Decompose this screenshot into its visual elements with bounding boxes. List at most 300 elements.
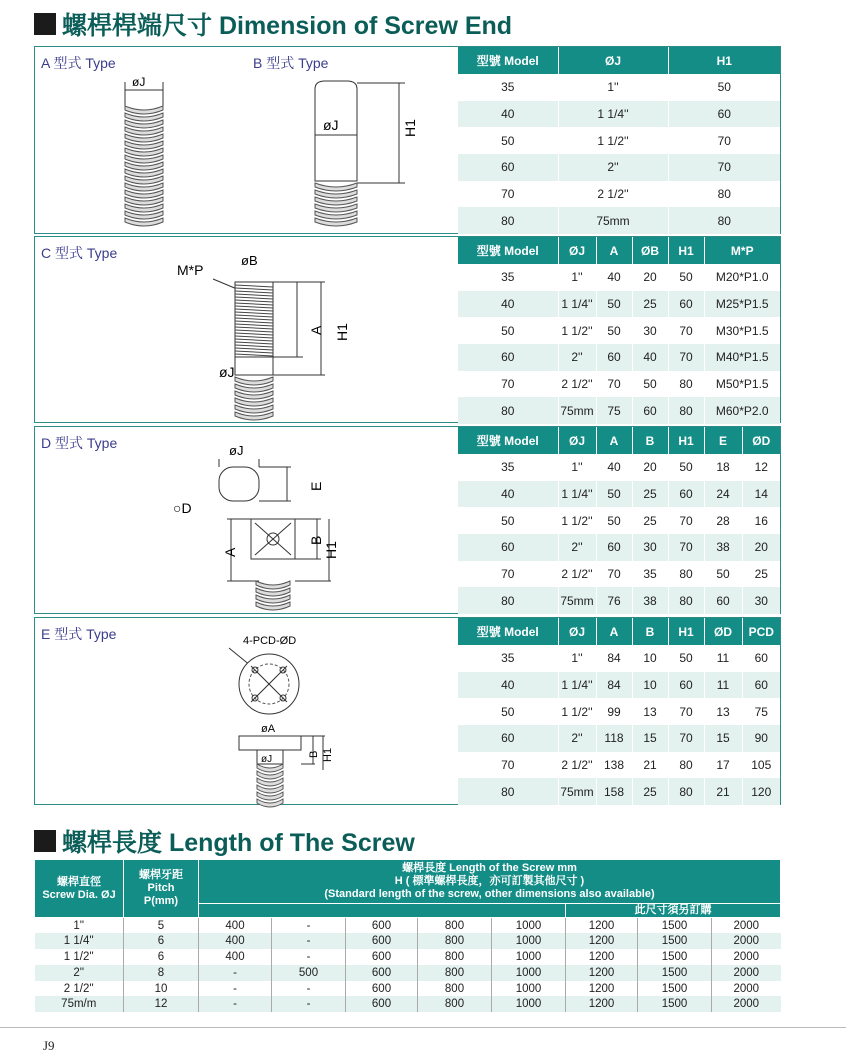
table-cell: 138	[596, 752, 632, 779]
table-cell: 1 1/2''	[558, 507, 596, 534]
type-a-drawing	[115, 72, 195, 232]
table-cell: 2''	[558, 154, 668, 181]
table-cell: 1500	[638, 981, 712, 997]
table-cell: 35	[458, 454, 558, 481]
table-cell: 60	[596, 534, 632, 561]
table-cell: 8	[124, 965, 199, 981]
table-cell: 80	[668, 371, 704, 398]
table-cell: 2''	[35, 965, 124, 981]
table-cell: 50	[458, 127, 558, 154]
table-cell: 105	[742, 752, 780, 779]
table-cell: 75m/m	[35, 996, 124, 1012]
table-cell: 80	[458, 778, 558, 805]
table-cell: 60	[668, 101, 780, 128]
table-row	[458, 778, 780, 805]
table-row	[35, 918, 781, 934]
table-cell: M50*P1.5	[704, 371, 780, 398]
table-row	[458, 291, 780, 318]
table-cell: 118	[596, 725, 632, 752]
type-c-drawing	[175, 249, 350, 419]
table-row	[458, 561, 780, 588]
table-cell: 40	[458, 672, 558, 699]
table-cell: 40	[458, 481, 558, 508]
table-cell: 800	[418, 949, 492, 965]
table-cell: 1000	[492, 965, 566, 981]
table-cell: 15	[704, 725, 742, 752]
thread-turn	[235, 377, 273, 385]
table-cell: 1 1/2''	[558, 127, 668, 154]
type-b-label: B 型式 Type	[253, 55, 329, 71]
table-cell: 17	[704, 752, 742, 779]
table-cell: 11	[704, 645, 742, 672]
table-cell: 1500	[638, 996, 712, 1012]
table-cell: 600	[346, 949, 418, 965]
table-cell: 80	[668, 181, 780, 208]
thread-turn	[125, 106, 163, 114]
table-cell: 60	[704, 587, 742, 614]
table-cell: -	[199, 981, 272, 997]
table-cell: -	[272, 996, 346, 1012]
table-cell: 2000	[712, 933, 781, 949]
table-cell: 38	[704, 534, 742, 561]
type-e-dim-a: øA	[261, 723, 276, 735]
table-cell: -	[272, 981, 346, 997]
table-cell: 1500	[638, 918, 712, 934]
table-header: PCD	[742, 618, 780, 645]
type-c-dim-mp: M*P	[177, 262, 204, 278]
table-cell: 50	[596, 291, 632, 318]
table-cell: M40*P1.5	[704, 344, 780, 371]
type-e-label: E 型式 Type	[41, 626, 117, 642]
panel-ab	[34, 46, 781, 234]
table-cell: 80	[668, 587, 704, 614]
ab-col-h1: H1	[668, 47, 780, 74]
type-c-dim-b: øB	[241, 253, 258, 268]
table-row	[458, 371, 780, 398]
table-cell: 35	[632, 561, 668, 588]
table-cell: 2000	[733, 950, 760, 963]
table-row	[458, 207, 780, 234]
table-row	[458, 698, 780, 725]
table-cell: 80	[458, 587, 558, 614]
table-row	[458, 481, 780, 508]
ab-col-model: 型號 Model	[458, 47, 558, 74]
table-row	[458, 317, 780, 344]
table-cell: 24	[704, 481, 742, 508]
ab-col-j: ØJ	[558, 47, 668, 74]
table-cell: 1''	[35, 918, 124, 934]
table-cell: 84	[596, 645, 632, 672]
length-table	[34, 859, 781, 1012]
table-cell: 2 1/2''	[558, 561, 596, 588]
table-cell: 70	[668, 725, 704, 752]
type-e-dim-pcd: 4-PCD-ØD	[243, 635, 297, 647]
table-cell: -	[199, 965, 272, 981]
table-row	[458, 725, 780, 752]
table-cell: 60	[458, 154, 558, 181]
table-cell: 35	[458, 264, 558, 291]
table-cell: 80	[458, 207, 558, 234]
type-d-dim-a: A	[222, 547, 238, 557]
table-cell: 13	[632, 698, 668, 725]
table-row	[458, 507, 780, 534]
heading-square-icon	[34, 13, 56, 35]
table-cell: 1200	[566, 981, 638, 997]
table-row	[458, 587, 780, 614]
type-d-dim-d: ○D	[173, 500, 192, 516]
table-cell: 70	[668, 154, 780, 181]
c-spec-table	[458, 237, 780, 424]
table-cell: 2000	[712, 965, 781, 981]
type-b-dim-h1: H1	[402, 119, 418, 137]
table-cell: 1 1/4''	[35, 933, 124, 949]
table-cell: 1200	[566, 965, 638, 981]
table-cell: M20*P1.0	[704, 264, 780, 291]
table-cell: 2000	[712, 996, 781, 1012]
table-cell: 30	[632, 317, 668, 344]
table-cell: 50	[458, 507, 558, 534]
table-header: B	[632, 427, 668, 454]
len-col-blank	[199, 904, 566, 918]
table-row	[458, 74, 780, 101]
table-cell: 1 1/4''	[558, 481, 596, 508]
footer-divider	[0, 1027, 846, 1028]
table-cell: 11	[704, 672, 742, 699]
table-row	[458, 101, 780, 128]
table-cell: 70	[668, 698, 704, 725]
type-d-dim-e: E	[308, 481, 324, 491]
table-cell: 80	[668, 752, 704, 779]
table-cell: 60	[742, 672, 780, 699]
table-cell: 99	[596, 698, 632, 725]
table-row	[35, 949, 781, 965]
type-c-dim-a: A	[308, 325, 324, 335]
table-row	[458, 154, 780, 181]
table-cell: 2000	[733, 919, 760, 932]
table-cell: 1200	[566, 933, 638, 949]
table-cell: 20	[632, 454, 668, 481]
table-row	[35, 933, 781, 949]
table-cell: 10	[632, 672, 668, 699]
table-cell: 35	[458, 645, 558, 672]
table-cell: 40	[458, 291, 558, 318]
table-header: ØJ	[558, 237, 596, 264]
heading-square-icon	[34, 830, 56, 852]
type-d-label: D 型式 Type	[41, 435, 118, 451]
table-cell: 80	[668, 207, 780, 234]
table-cell: 75mm	[558, 207, 668, 234]
type-a-dim-j: øJ	[132, 75, 146, 89]
table-cell: 10	[124, 981, 199, 997]
table-cell: 60	[668, 481, 704, 508]
table-cell: 1500	[638, 965, 712, 981]
len-col-pitch: 螺桿牙距 Pitch P(mm)	[124, 860, 199, 918]
table-cell: 28	[704, 507, 742, 534]
table-cell: 80	[458, 397, 558, 424]
table-cell: 1 1/2''	[558, 317, 596, 344]
table-cell: 70	[458, 561, 558, 588]
table-cell: 75mm	[558, 587, 596, 614]
table-cell: 70	[668, 317, 704, 344]
table-cell: 35	[458, 74, 558, 101]
table-cell: 60	[668, 291, 704, 318]
table-cell: 70	[596, 371, 632, 398]
table-cell: 50	[596, 317, 632, 344]
table-header: ØD	[704, 618, 742, 645]
table-row	[458, 672, 780, 699]
table-cell: 60	[668, 672, 704, 699]
table-cell: 25	[632, 507, 668, 534]
table-cell: 50	[704, 561, 742, 588]
table-cell: 1000	[492, 918, 566, 934]
table-cell: -	[199, 996, 272, 1012]
table-cell: 2''	[558, 725, 596, 752]
table-cell: 1200	[566, 918, 638, 934]
table-row	[458, 752, 780, 779]
table-row	[458, 534, 780, 561]
table-cell: 800	[418, 996, 492, 1012]
thread-turn	[256, 581, 290, 589]
table-header: ØJ	[558, 427, 596, 454]
table-cell: 10	[632, 645, 668, 672]
table-cell: 21	[632, 752, 668, 779]
table-header: 型號 Model	[458, 237, 558, 264]
table-cell: 50	[668, 264, 704, 291]
table-cell: 75	[742, 698, 780, 725]
table-cell: 1200	[566, 996, 638, 1012]
table-cell: 60	[458, 725, 558, 752]
table-row	[458, 454, 780, 481]
table-cell: 30	[742, 587, 780, 614]
len-col-note: 此尺寸須另訂購	[566, 904, 781, 918]
table-cell: 600	[346, 981, 418, 997]
table-cell: 1500	[638, 933, 712, 949]
table-cell: 21	[704, 778, 742, 805]
table-cell: 1 1/2''	[558, 698, 596, 725]
table-header: H1	[668, 427, 704, 454]
table-row	[458, 344, 780, 371]
e-spec-table	[458, 618, 780, 805]
type-c-dim-h1: H1	[334, 323, 350, 341]
table-cell: 76	[596, 587, 632, 614]
type-e-dim-j: øJ	[261, 754, 273, 765]
table-row	[458, 181, 780, 208]
table-cell: 800	[418, 933, 492, 949]
type-e-drawing	[195, 630, 335, 802]
table-row	[458, 397, 780, 424]
table-cell: 40	[596, 454, 632, 481]
table-cell: 50	[596, 481, 632, 508]
table-cell: 60	[458, 534, 558, 561]
table-header: ØB	[632, 237, 668, 264]
table-cell: 80	[668, 778, 704, 805]
table-cell: 70	[668, 507, 704, 534]
table-header: ØD	[742, 427, 780, 454]
table-cell: 1''	[558, 264, 596, 291]
table-cell: 30	[632, 534, 668, 561]
thread-turn	[257, 764, 283, 772]
table-cell: 400	[199, 933, 272, 949]
table-cell: 120	[742, 778, 780, 805]
table-cell: 2 1/2''	[558, 371, 596, 398]
table-cell: 40	[632, 344, 668, 371]
table-cell: 25	[632, 481, 668, 508]
table-row	[35, 996, 781, 1012]
table-cell: 2 1/2''	[35, 981, 124, 997]
table-cell: 90	[742, 725, 780, 752]
table-cell: 1 1/4''	[558, 291, 596, 318]
table-cell: 2''	[558, 344, 596, 371]
table-cell: 12	[742, 454, 780, 481]
table-cell: 20	[632, 264, 668, 291]
type-d-dim-h1: H1	[323, 541, 339, 559]
table-cell: 1000	[492, 933, 566, 949]
table-cell: 2000	[733, 982, 760, 995]
page-number: J9	[43, 1038, 55, 1053]
table-cell: M30*P1.5	[704, 317, 780, 344]
table-cell: 600	[346, 918, 418, 934]
table-cell: 1500	[638, 949, 712, 965]
table-cell: 2 1/2''	[558, 752, 596, 779]
table-cell: 25	[632, 778, 668, 805]
table-cell: 1000	[492, 949, 566, 965]
table-header: 型號 Model	[458, 618, 558, 645]
table-row	[458, 127, 780, 154]
section-title-dimension: 螺桿桿端尺寸 Dimension of Screw End	[34, 6, 512, 42]
table-cell: -	[272, 949, 346, 965]
table-cell: 600	[346, 965, 418, 981]
table-cell: 80	[668, 397, 704, 424]
table-cell: 12	[124, 996, 199, 1012]
thread-turn	[315, 183, 357, 191]
type-c-label: C 型式 Type	[41, 245, 118, 261]
table-cell: 60	[458, 344, 558, 371]
table-cell: 14	[742, 481, 780, 508]
type-d-dim-j: øJ	[229, 443, 244, 458]
table-cell: 1 1/4''	[558, 101, 668, 128]
table-header: H1	[668, 618, 704, 645]
table-cell: 800	[418, 965, 492, 981]
table-cell: 50	[458, 317, 558, 344]
table-cell: -	[272, 933, 346, 949]
table-cell: 6	[124, 949, 199, 965]
table-cell: 400	[199, 918, 272, 934]
panel-e	[34, 617, 781, 805]
table-header: H1	[668, 237, 704, 264]
table-cell: 60	[596, 344, 632, 371]
table-cell: 13	[704, 698, 742, 725]
table-cell: 60	[742, 645, 780, 672]
table-cell: 1''	[558, 645, 596, 672]
table-cell: 15	[632, 725, 668, 752]
table-cell: 75	[596, 397, 632, 424]
type-e-dim-h1: H1	[322, 747, 334, 762]
table-cell: 1000	[492, 996, 566, 1012]
type-d-drawing	[171, 439, 341, 611]
type-b-dim-j: øJ	[323, 117, 339, 133]
table-row	[458, 264, 780, 291]
table-cell: 75mm	[558, 778, 596, 805]
table-cell: 70	[596, 561, 632, 588]
table-cell: 70	[458, 752, 558, 779]
table-cell: 40	[458, 101, 558, 128]
table-cell: 800	[418, 981, 492, 997]
table-cell: 50	[668, 454, 704, 481]
d-spec-table	[458, 427, 780, 614]
len-col-length: 螺桿長度 Length of the Screw mm H ( 標準螺桿長度，亦可訂製其他尺寸 ) (Standard length of the screw, other dimensions also available)	[199, 860, 781, 904]
table-cell: 70	[668, 127, 780, 154]
table-row	[35, 965, 781, 981]
table-cell: 50	[458, 698, 558, 725]
table-cell: 60	[632, 397, 668, 424]
table-header: A	[596, 427, 632, 454]
table-cell: 70	[668, 344, 704, 371]
type-e-dim-b: B	[308, 750, 320, 758]
table-cell: 6	[124, 933, 199, 949]
table-cell: 50	[668, 645, 704, 672]
table-cell: 84	[596, 672, 632, 699]
table-cell: 5	[124, 918, 199, 934]
table-cell: 1''	[558, 74, 668, 101]
type-a-label: A 型式 Type	[41, 55, 116, 71]
table-row	[458, 645, 780, 672]
table-cell: M60*P2.0	[704, 397, 780, 424]
type-b-drawing	[305, 77, 445, 227]
table-header: 型號 Model	[458, 427, 558, 454]
table-cell: 50	[632, 371, 668, 398]
table-cell: -	[272, 918, 346, 934]
table-cell: 40	[596, 264, 632, 291]
table-cell: 2''	[558, 534, 596, 561]
table-cell: 600	[346, 933, 418, 949]
table-cell: 18	[704, 454, 742, 481]
table-header: ØJ	[558, 618, 596, 645]
len-col-dia: 螺桿直徑 Screw Dia. ØJ	[35, 860, 124, 918]
section-title-length: 螺桿長度 Length of The Screw	[34, 823, 415, 859]
table-cell: 16	[742, 507, 780, 534]
table-cell: 2 1/2''	[558, 181, 668, 208]
table-cell: 600	[346, 996, 418, 1012]
table-cell: 75mm	[558, 397, 596, 424]
table-cell: 70	[458, 371, 558, 398]
table-cell: 70	[458, 181, 558, 208]
table-header: M*P	[704, 237, 780, 264]
table-header: B	[632, 618, 668, 645]
panel-d	[34, 426, 781, 614]
table-cell: 50	[596, 507, 632, 534]
table-cell: 1000	[492, 981, 566, 997]
type-d-dim-b: B	[308, 535, 324, 545]
table-cell: 25	[742, 561, 780, 588]
ab-spec-table	[458, 47, 780, 234]
table-cell: 158	[596, 778, 632, 805]
table-header: A	[596, 618, 632, 645]
table-cell: 1200	[566, 949, 638, 965]
table-cell: 50	[668, 74, 780, 101]
table-header: E	[704, 427, 742, 454]
table-cell: 400	[199, 949, 272, 965]
table-cell: 38	[632, 587, 668, 614]
type-c-dim-j: øJ	[219, 364, 235, 380]
table-cell: M25*P1.5	[704, 291, 780, 318]
table-header: A	[596, 237, 632, 264]
table-cell: 80	[668, 561, 704, 588]
table-cell: 1 1/4''	[558, 672, 596, 699]
table-cell: 1 1/2''	[35, 949, 124, 965]
table-row	[35, 981, 781, 997]
table-cell: 800	[418, 918, 492, 934]
table-cell: 70	[668, 534, 704, 561]
